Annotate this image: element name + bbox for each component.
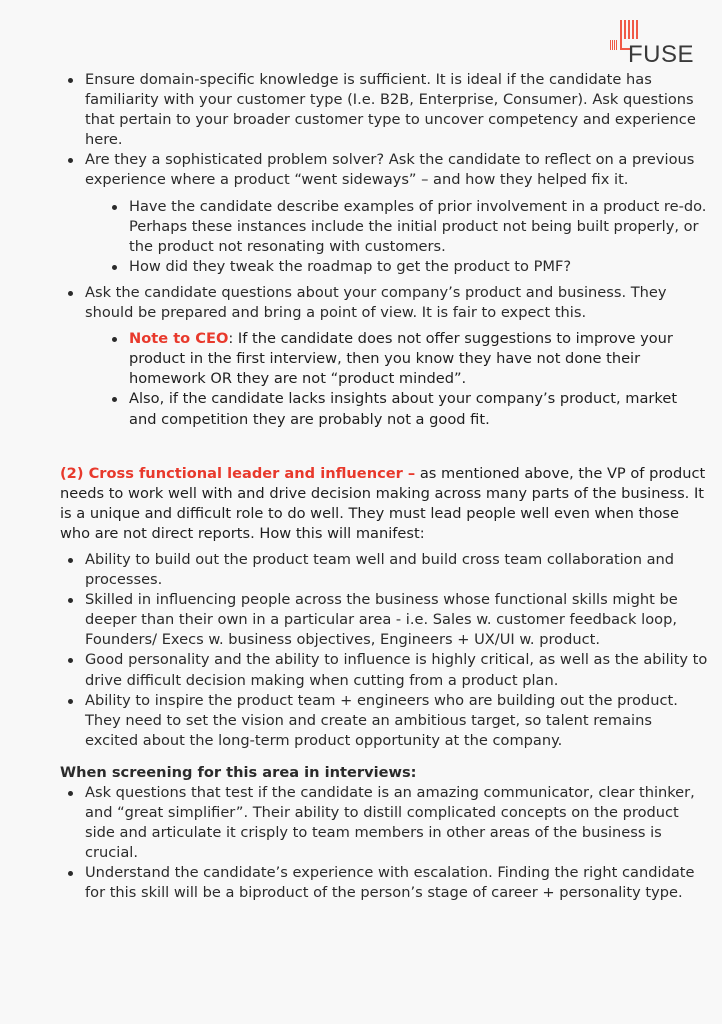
list-item: Ask the candidate questions about your company’s product and business. They should be prepared and bring a point of view. It is fair to expect this. <box>60 283 708 323</box>
ceo-note-list <box>60 329 708 429</box>
document-body <box>60 70 708 904</box>
list-item: Are they a sophisticated problem solver? Ask the candidate to reflect on a previous experience where a product “went sideways” – and how they helped fix it. <box>60 150 708 190</box>
sub-list-item: How did they tweak the roadmap to get the product to PMF? <box>104 257 708 277</box>
ceo-note-item-2: Also, if the candidate lacks insights about your company’s product, market and competition they are probably not a good fit. <box>104 389 708 429</box>
section2-intro <box>60 464 708 544</box>
section1-list-2 <box>60 283 708 323</box>
list-item: Ask questions that test if the candidate is an amazing communicator, clear thinker, and “great simplifier”. Their ability to distill complicated concepts on the product side and articulate it crisply to team members in other areas of the business is crucial. <box>60 783 708 863</box>
fuse-logo <box>610 18 694 68</box>
section1-sub-list <box>60 197 708 277</box>
ceo-note-item <box>104 329 708 389</box>
sub-list-item: Have the candidate describe examples of prior involvement in a product re-do. Perhaps these instances include the initial product not being built properly, or the product not resonating with customers. <box>104 197 708 257</box>
note-text: : If the candidate does not offer suggestions to improve your product in the first interview, then you know they have not done their homework OR they are not “product minded”. <box>129 330 673 388</box>
note-label: Note to CEO <box>129 330 229 348</box>
section2-list <box>60 550 708 751</box>
section2-intro-text: as mentioned above, the VP of product needs to work well with and drive decision making across many parts of the business. It is a unique and difficult role to do well. They must lead people well even when those who are not direct reports. How this will manifest: <box>60 464 706 542</box>
screening-heading: When screening for this area in interviews: <box>60 763 417 781</box>
list-item: Good personality and the ability to influence is highly critical, as well as the ability to drive difficult decision making when cutting from a product plan. <box>60 650 708 690</box>
section2-heading: (2) Cross functional leader and influencer – <box>60 464 416 482</box>
list-item: Ability to inspire the product team + engineers who are building out the product. They need to set the vision and create an ambitious target, so talent remains excited about the long-term product opportunity at the company. <box>60 691 708 751</box>
section1-list <box>60 70 708 191</box>
list-item: Ensure domain-specific knowledge is sufficient. It is ideal if the candidate has familiarity with your customer type (I.e. B2B, Enterprise, Consumer). Ask questions that pertain to your broader customer type to uncover competency and experience here. <box>60 70 708 150</box>
list-item: Ability to build out the product team well and build cross team collaboration and processes. <box>60 550 708 590</box>
screening-list <box>60 783 708 904</box>
list-item: Understand the candidate’s experience with escalation. Finding the right candidate for this skill will be a biproduct of the person’s stage of career + personality type. <box>60 863 708 903</box>
list-item: Skilled in influencing people across the business whose functional skills might be deeper than their own in a particular area - i.e. Sales w. customer feedback loop, Founders/ Execs w. business objectives, Engineers + UX/UI w. product. <box>60 590 708 650</box>
brand-name: FUSE <box>628 41 695 68</box>
